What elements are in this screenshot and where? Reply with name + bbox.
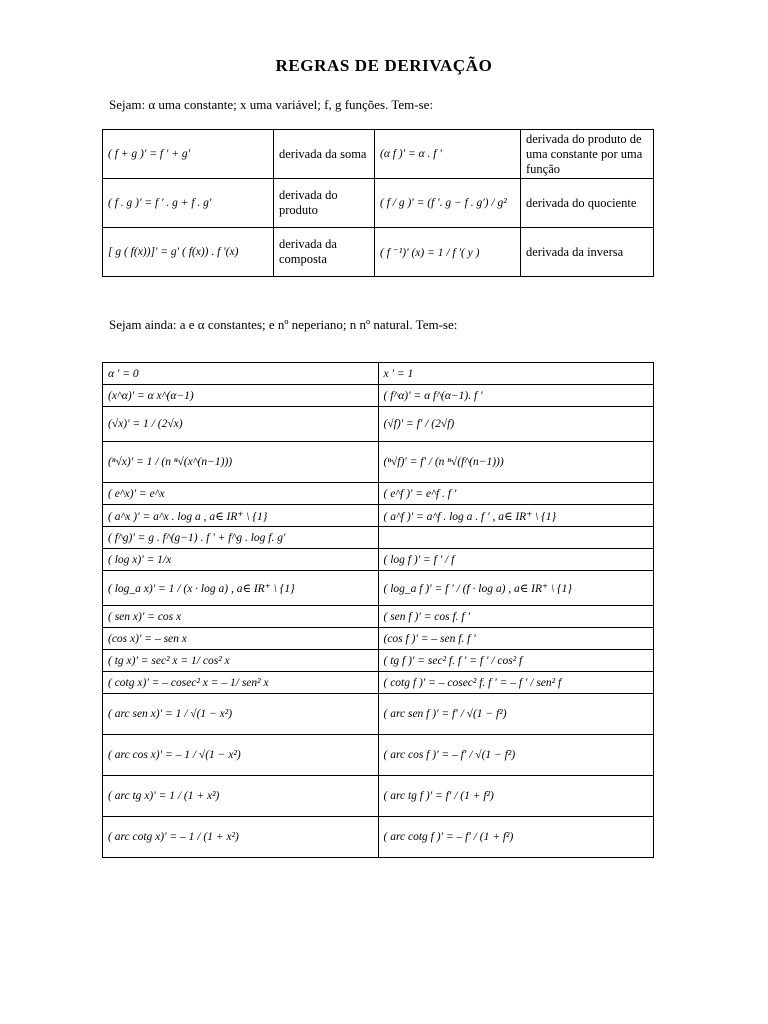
rule-label: derivada da soma [274, 130, 375, 179]
table-row [103, 650, 654, 672]
derivative-formula: ( sen x)' = cos x [103, 606, 379, 628]
derivative-formula: ( arc cos f )' = – f' / √(1 − f²) [378, 735, 654, 776]
derivative-formula: (ⁿ√f)' = f' / (n ⁿ√(f^(n−1))) [378, 442, 654, 483]
derivative-formula: ( f^α)' = α f^(α−1). f ' [378, 385, 654, 407]
derivative-formula: (ⁿ√x)' = 1 / (n ⁿ√(x^(n−1))) [103, 442, 379, 483]
derivative-formula: ( cotg x)' = – cosec² x = – 1/ sen² x [103, 672, 379, 694]
derivative-formula: x ' = 1 [378, 363, 654, 385]
rule-formula: ( f ⁻¹)' (x) = 1 / f '( y ) [375, 228, 521, 277]
derivative-formula: ( a^f )' = a^f . log a . f ' , a∈ IR⁺ \ {1} [378, 505, 654, 527]
intro-text-1: Sejam: α uma constante; x uma variável; f, g funções. Tem-se: [109, 97, 434, 112]
basic-rules-table [102, 129, 654, 277]
rule-formula: [ g ( f(x))]' = g' ( f(x)) . f '(x) [103, 228, 274, 277]
page-title: REGRAS DE DERIVAÇÃO [275, 56, 493, 75]
table-row [103, 549, 654, 571]
derivative-formula: ( log f )' = f ' / f [378, 549, 654, 571]
derivative-formula: ( tg x)' = sec² x = 1/ cos² x [103, 650, 379, 672]
table-row [103, 179, 654, 228]
derivative-formula: (√f)' = f' / (2√f) [378, 407, 654, 442]
table-row [103, 407, 654, 442]
table-row [103, 817, 654, 858]
table-row [103, 571, 654, 606]
rule-label: derivada da inversa [521, 228, 654, 277]
rule-formula: ( f . g )' = f ' . g + f . g' [103, 179, 274, 228]
derivative-formula [378, 527, 654, 549]
derivative-formula: ( arc sen x)' = 1 / √(1 − x²) [103, 694, 379, 735]
derivative-formula: (√x)' = 1 / (2√x) [103, 407, 379, 442]
derivative-formula: ( sen f )' = cos f. f ' [378, 606, 654, 628]
rule-label: derivada do quociente [521, 179, 654, 228]
derivative-formula: ( arc tg f )' = f' / (1 + f²) [378, 776, 654, 817]
table-row [103, 628, 654, 650]
table-row [103, 442, 654, 483]
table-row [103, 735, 654, 776]
table-row [103, 694, 654, 735]
derivative-formula: ( cotg f )' = – cosec² f. f ' = – f ' / sen² f [378, 672, 654, 694]
derivative-formula: ( arc cotg x)' = – 1 / (1 + x²) [103, 817, 379, 858]
derivative-formula: α ' = 0 [103, 363, 379, 385]
derivative-formula: ( tg f )' = sec² f. f ' = f ' / cos² f [378, 650, 654, 672]
table-row [103, 606, 654, 628]
rule-label: derivada da composta [274, 228, 375, 277]
table-row [103, 776, 654, 817]
derivative-formula: ( arc sen f )' = f' / √(1 − f²) [378, 694, 654, 735]
rule-formula: ( f / g )' = (f '. g − f . g') / g² [375, 179, 521, 228]
table-row [103, 483, 654, 505]
derivative-table [102, 362, 654, 858]
derivative-formula: ( arc tg x)' = 1 / (1 + x²) [103, 776, 379, 817]
derivative-formula: ( arc cos x)' = – 1 / √(1 − x²) [103, 735, 379, 776]
table-row [103, 130, 654, 179]
rule-formula: (α f )' = α . f ' [375, 130, 521, 179]
derivative-formula: ( log x)' = 1/x [103, 549, 379, 571]
derivative-formula: ( e^x)' = e^x [103, 483, 379, 505]
derivative-formula: (x^α)' = α x^(α−1) [103, 385, 379, 407]
table-row [103, 527, 654, 549]
derivative-formula: ( log_a f )' = f ' / (f · log a) , a∈ IR⁺ \ {1} [378, 571, 654, 606]
derivative-formula: ( log_a x)' = 1 / (x · log a) , a∈ IR⁺ \ {1} [103, 571, 379, 606]
rule-label: derivada do produto [274, 179, 375, 228]
table-row [103, 228, 654, 277]
derivative-formula: ( a^x )' = a^x . log a , a∈ IR⁺ \ {1} [103, 505, 379, 527]
rule-label: derivada do produto de uma constante por uma função [521, 130, 654, 179]
derivative-formula: (cos f )' = – sen f. f ' [378, 628, 654, 650]
table-row [103, 505, 654, 527]
derivative-formula: ( e^f )' = e^f . f ' [378, 483, 654, 505]
derivative-formula: ( arc cotg f )' = – f' / (1 + f²) [378, 817, 654, 858]
derivative-formula: ( f^g)' = g . f^(g−1) . f ' + f^g . log f. g' [103, 527, 379, 549]
table-row [103, 385, 654, 407]
derivative-formula: (cos x)' = – sen x [103, 628, 379, 650]
rule-formula: ( f + g )' = f ' + g' [103, 130, 274, 179]
table-row [103, 672, 654, 694]
table-row [103, 363, 654, 385]
intro-text-2: Sejam ainda: a e α constantes; e nº neperiano; n nº natural. Tem-se: [109, 317, 458, 332]
